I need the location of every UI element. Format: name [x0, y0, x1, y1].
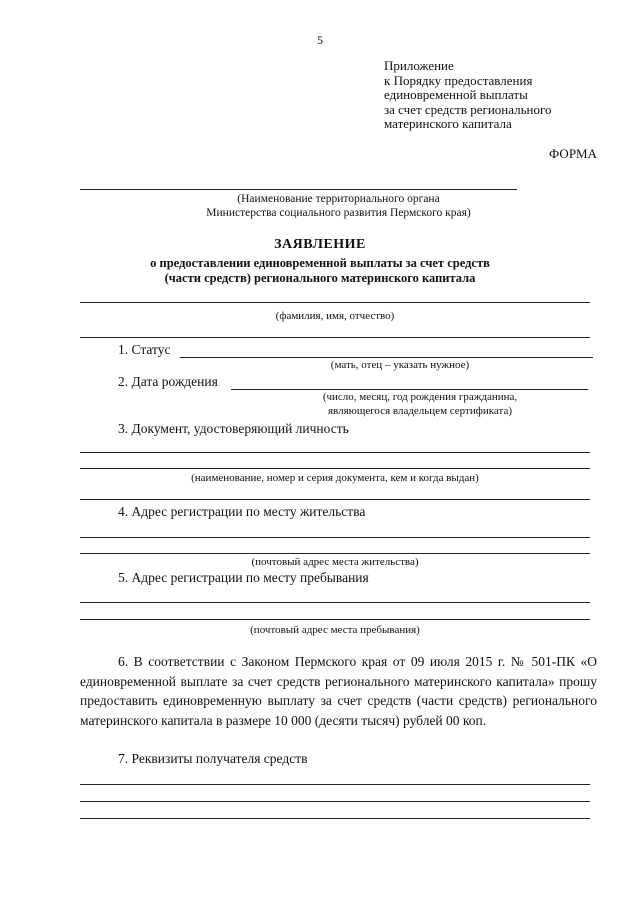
document-line-1[interactable]	[80, 452, 590, 453]
stay-caption: (почтовый адрес места пребывания)	[250, 624, 420, 636]
requisites-line-2[interactable]	[80, 801, 590, 802]
subtitle-line2: (части средств) регионального материнского капитала	[164, 271, 476, 285]
residence-label: 4. Адрес регистрации по месту жительства	[118, 504, 366, 519]
document-line-3[interactable]	[80, 499, 590, 500]
annex-line: материнского капитала	[384, 116, 512, 131]
stay-label: 5. Адрес регистрации по месту пребывания	[118, 570, 369, 585]
requisites-line-1[interactable]	[80, 784, 590, 785]
stay-line-1[interactable]	[80, 602, 590, 603]
birth-label: 2. Дата рождения	[118, 374, 218, 389]
birth-caption	[300, 390, 540, 418]
requisites-line-3[interactable]	[80, 818, 590, 819]
stay-line-2[interactable]	[80, 619, 590, 620]
fio-caption: (фамилия, имя, отчество)	[275, 310, 395, 322]
subtitle-line1: о предоставлении единовременной выплаты за счет средств	[150, 256, 490, 270]
document-label: 3. Документ, удостоверяющий личность	[118, 421, 349, 436]
annex-line: единовременной выплаты	[384, 87, 528, 102]
annex-line: за счет средств регионального	[384, 101, 552, 117]
document-title: ЗАЯВЛЕНИЕ	[274, 237, 366, 252]
fio-line[interactable]	[80, 302, 590, 303]
organ-caption-line2: Министерства социального развития Пермского края)	[206, 207, 471, 219]
organ-name-line[interactable]	[80, 189, 517, 190]
annex-header	[384, 59, 552, 132]
organ-caption	[80, 192, 597, 220]
fio-line-2[interactable]	[80, 337, 590, 338]
form-label: ФОРМА	[549, 146, 597, 161]
document-line-2[interactable]	[80, 468, 590, 469]
birth-caption-line2: являющегося владельцем сертификата)	[327, 405, 513, 417]
annex-line: Приложение	[384, 58, 454, 73]
document-caption: (наименование, номер и серия документа, кем и когда выдан)	[191, 472, 479, 484]
item6-text: 6. В соответствии с Законом Пермского края от 09 июля 2015 г. № 501-ПК «О единовременной выплате за счет средств регионального материнского капитала» прошу предоставить единовременную выплату за счет средств (части средств) регионального материнского капитала в размере 10 000 (десяти тысяч) рублей 00 коп.	[80, 654, 597, 728]
status-caption: (мать, отец – указать нужное)	[330, 359, 470, 371]
status-label: 1. Статус	[118, 342, 171, 357]
residence-line-2[interactable]	[80, 553, 590, 554]
item6-paragraph	[80, 652, 597, 730]
document-subtitle	[0, 256, 640, 286]
organ-caption-line1: (Наименование территориального органа	[237, 193, 440, 205]
page-number: 5	[317, 33, 323, 47]
residence-line-1[interactable]	[80, 537, 590, 538]
annex-line: к Порядку предоставления	[384, 72, 533, 88]
birth-caption-line1: (число, месяц, год рождения гражданина,	[322, 391, 518, 403]
item7-label: 7. Реквизиты получателя средств	[118, 751, 308, 766]
residence-caption: (почтовый адрес места жительства)	[251, 556, 419, 568]
